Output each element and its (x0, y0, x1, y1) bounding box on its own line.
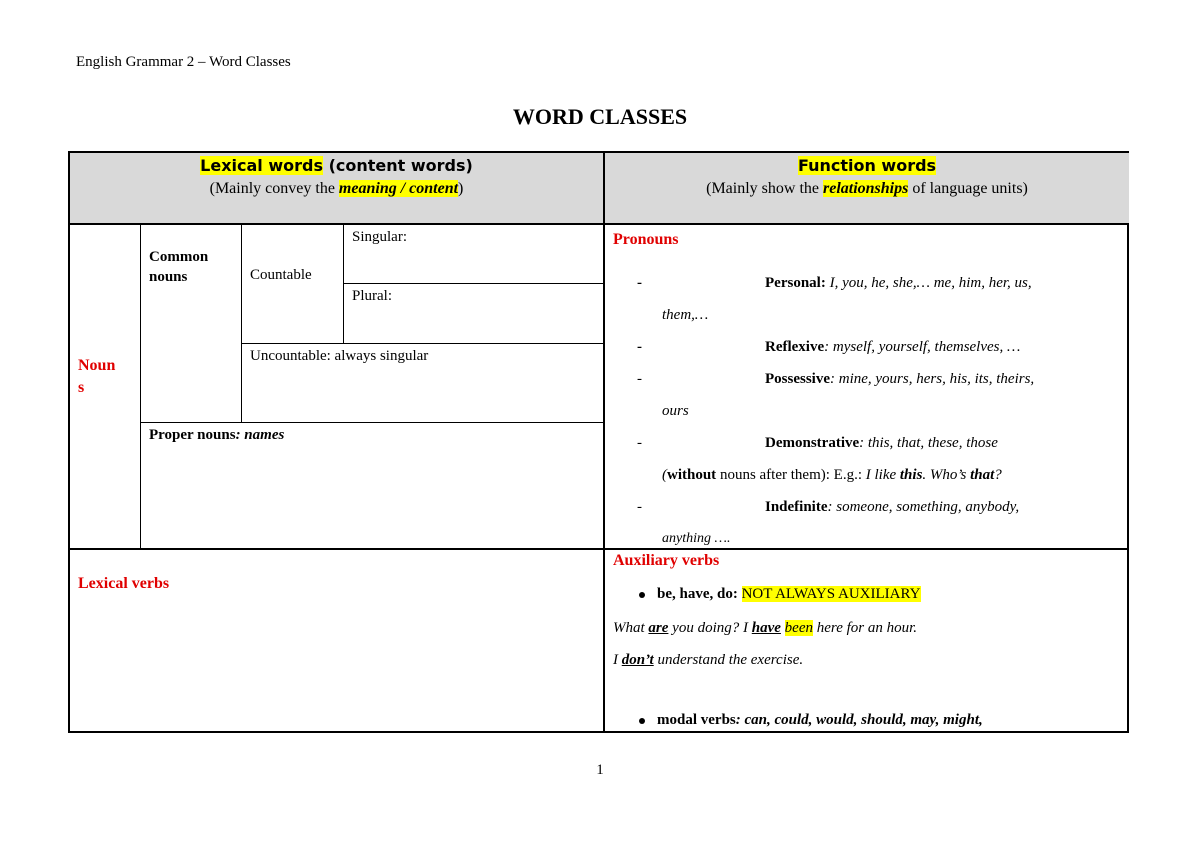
lexical-sub-em: meaning / content (338, 180, 459, 197)
proper-nouns-rest: : names (235, 427, 285, 443)
possessive-text: : mine, yours, hers, his, its, theirs, (830, 371, 1035, 387)
demo-b: without (667, 467, 717, 483)
ex2-a: I (613, 652, 622, 668)
bullet-icon (639, 592, 645, 598)
lexical-verbs-label: Lexical verbs (78, 575, 170, 592)
bullet1-highlight: NOT ALWAYS AUXILIARY (741, 586, 921, 602)
bullet2-label: modal verbs (657, 712, 736, 728)
uncountable-label: Uncountable: always singular (250, 348, 429, 364)
countable-cell (241, 223, 343, 343)
nouns-label-2: s (78, 379, 85, 396)
demo-h: ? (994, 467, 1002, 483)
reflexive-label: Reflexive (765, 339, 825, 355)
demo-c: nouns after them): E.g.: (716, 467, 866, 483)
demo-d: I like (865, 467, 900, 483)
countable-label: Countable (250, 267, 312, 283)
ex1-b: are (648, 620, 669, 636)
demo-e: this (899, 467, 923, 483)
bullet1-label: be, have, do: (657, 586, 742, 602)
indefinite-cont: anything …. (662, 531, 731, 546)
proper-nouns-cell (140, 422, 603, 548)
lexical-words-header (70, 153, 603, 223)
demo-a: ( (662, 467, 667, 483)
singular-label: Singular: (352, 229, 407, 245)
ex1-f: been (784, 620, 813, 636)
personal-text: I, you, he, she,… me, him, her, us, (825, 275, 1032, 291)
bullet2-rest: : can, could, would, should, may, might, (735, 712, 983, 728)
possessive-label: Possessive (765, 371, 830, 387)
ex2-b: don’t (621, 652, 654, 668)
bullet-icon (639, 718, 645, 724)
page-number: 1 (596, 762, 604, 778)
dash-reflexive: - (637, 339, 642, 355)
lexical-sub-a: (Mainly convey the (209, 180, 339, 197)
indefinite-label: Indefinite (765, 499, 828, 515)
function-sub-em: relationships (822, 180, 909, 197)
common-nouns-label-1: Common (149, 249, 209, 265)
auxiliary-verbs-title: Auxiliary verbs (613, 552, 720, 569)
demonstrative-label: Demonstrative (765, 435, 860, 451)
nouns-label-1: Noun (78, 357, 116, 374)
demo-g: that (970, 467, 995, 483)
plural-label: Plural: (352, 288, 392, 304)
lexical-words-title: Lexical words (200, 156, 323, 175)
pronouns-title: Pronouns (613, 231, 679, 248)
demo-f: . Who’s (922, 467, 971, 483)
dash-demonstrative: - (637, 435, 642, 451)
proper-nouns-label: Proper nouns (149, 427, 236, 443)
auxiliary-verbs-cell (603, 548, 1129, 733)
singular-cell (343, 223, 603, 283)
ex1-g: here for an hour. (813, 620, 918, 636)
dash-personal: - (637, 275, 642, 291)
dash-possessive: - (637, 371, 642, 387)
running-head: English Grammar 2 – Word Classes (76, 54, 291, 70)
lexical-words-title-rest: (content words) (323, 156, 473, 175)
personal-label: Personal: (765, 275, 826, 291)
pronouns-cell (603, 223, 1129, 548)
ex2-c: understand the exercise. (653, 652, 804, 668)
function-sub-a: (Mainly show the (706, 180, 823, 197)
nouns-label-cell (70, 223, 140, 548)
dash-indefinite: - (637, 499, 642, 515)
page-title: WORD CLASSES (512, 104, 688, 129)
plural-cell (343, 283, 603, 343)
function-words-header (603, 153, 1129, 223)
uncountable-cell (241, 343, 603, 422)
demonstrative-text: : this, that, these, those (859, 435, 998, 451)
word-classes-table (68, 151, 1129, 733)
common-nouns-cell (140, 223, 241, 422)
lexical-sub-b: ) (458, 180, 464, 197)
function-words-title: Function words (797, 156, 937, 175)
possessive-cont: ours (662, 403, 689, 419)
lexical-verbs-cell (70, 548, 603, 733)
common-nouns-label-2: nouns (149, 269, 188, 285)
ex1-c: you doing? I (668, 620, 752, 636)
personal-cont: them,… (662, 307, 709, 323)
indefinite-text: : someone, something, anybody, (827, 499, 1020, 515)
function-sub-b: of language units) (908, 180, 1028, 197)
ex1-a: What (613, 620, 649, 636)
ex1-d: have (751, 620, 781, 636)
reflexive-text: : myself, yourself, themselves, … (824, 339, 1021, 355)
